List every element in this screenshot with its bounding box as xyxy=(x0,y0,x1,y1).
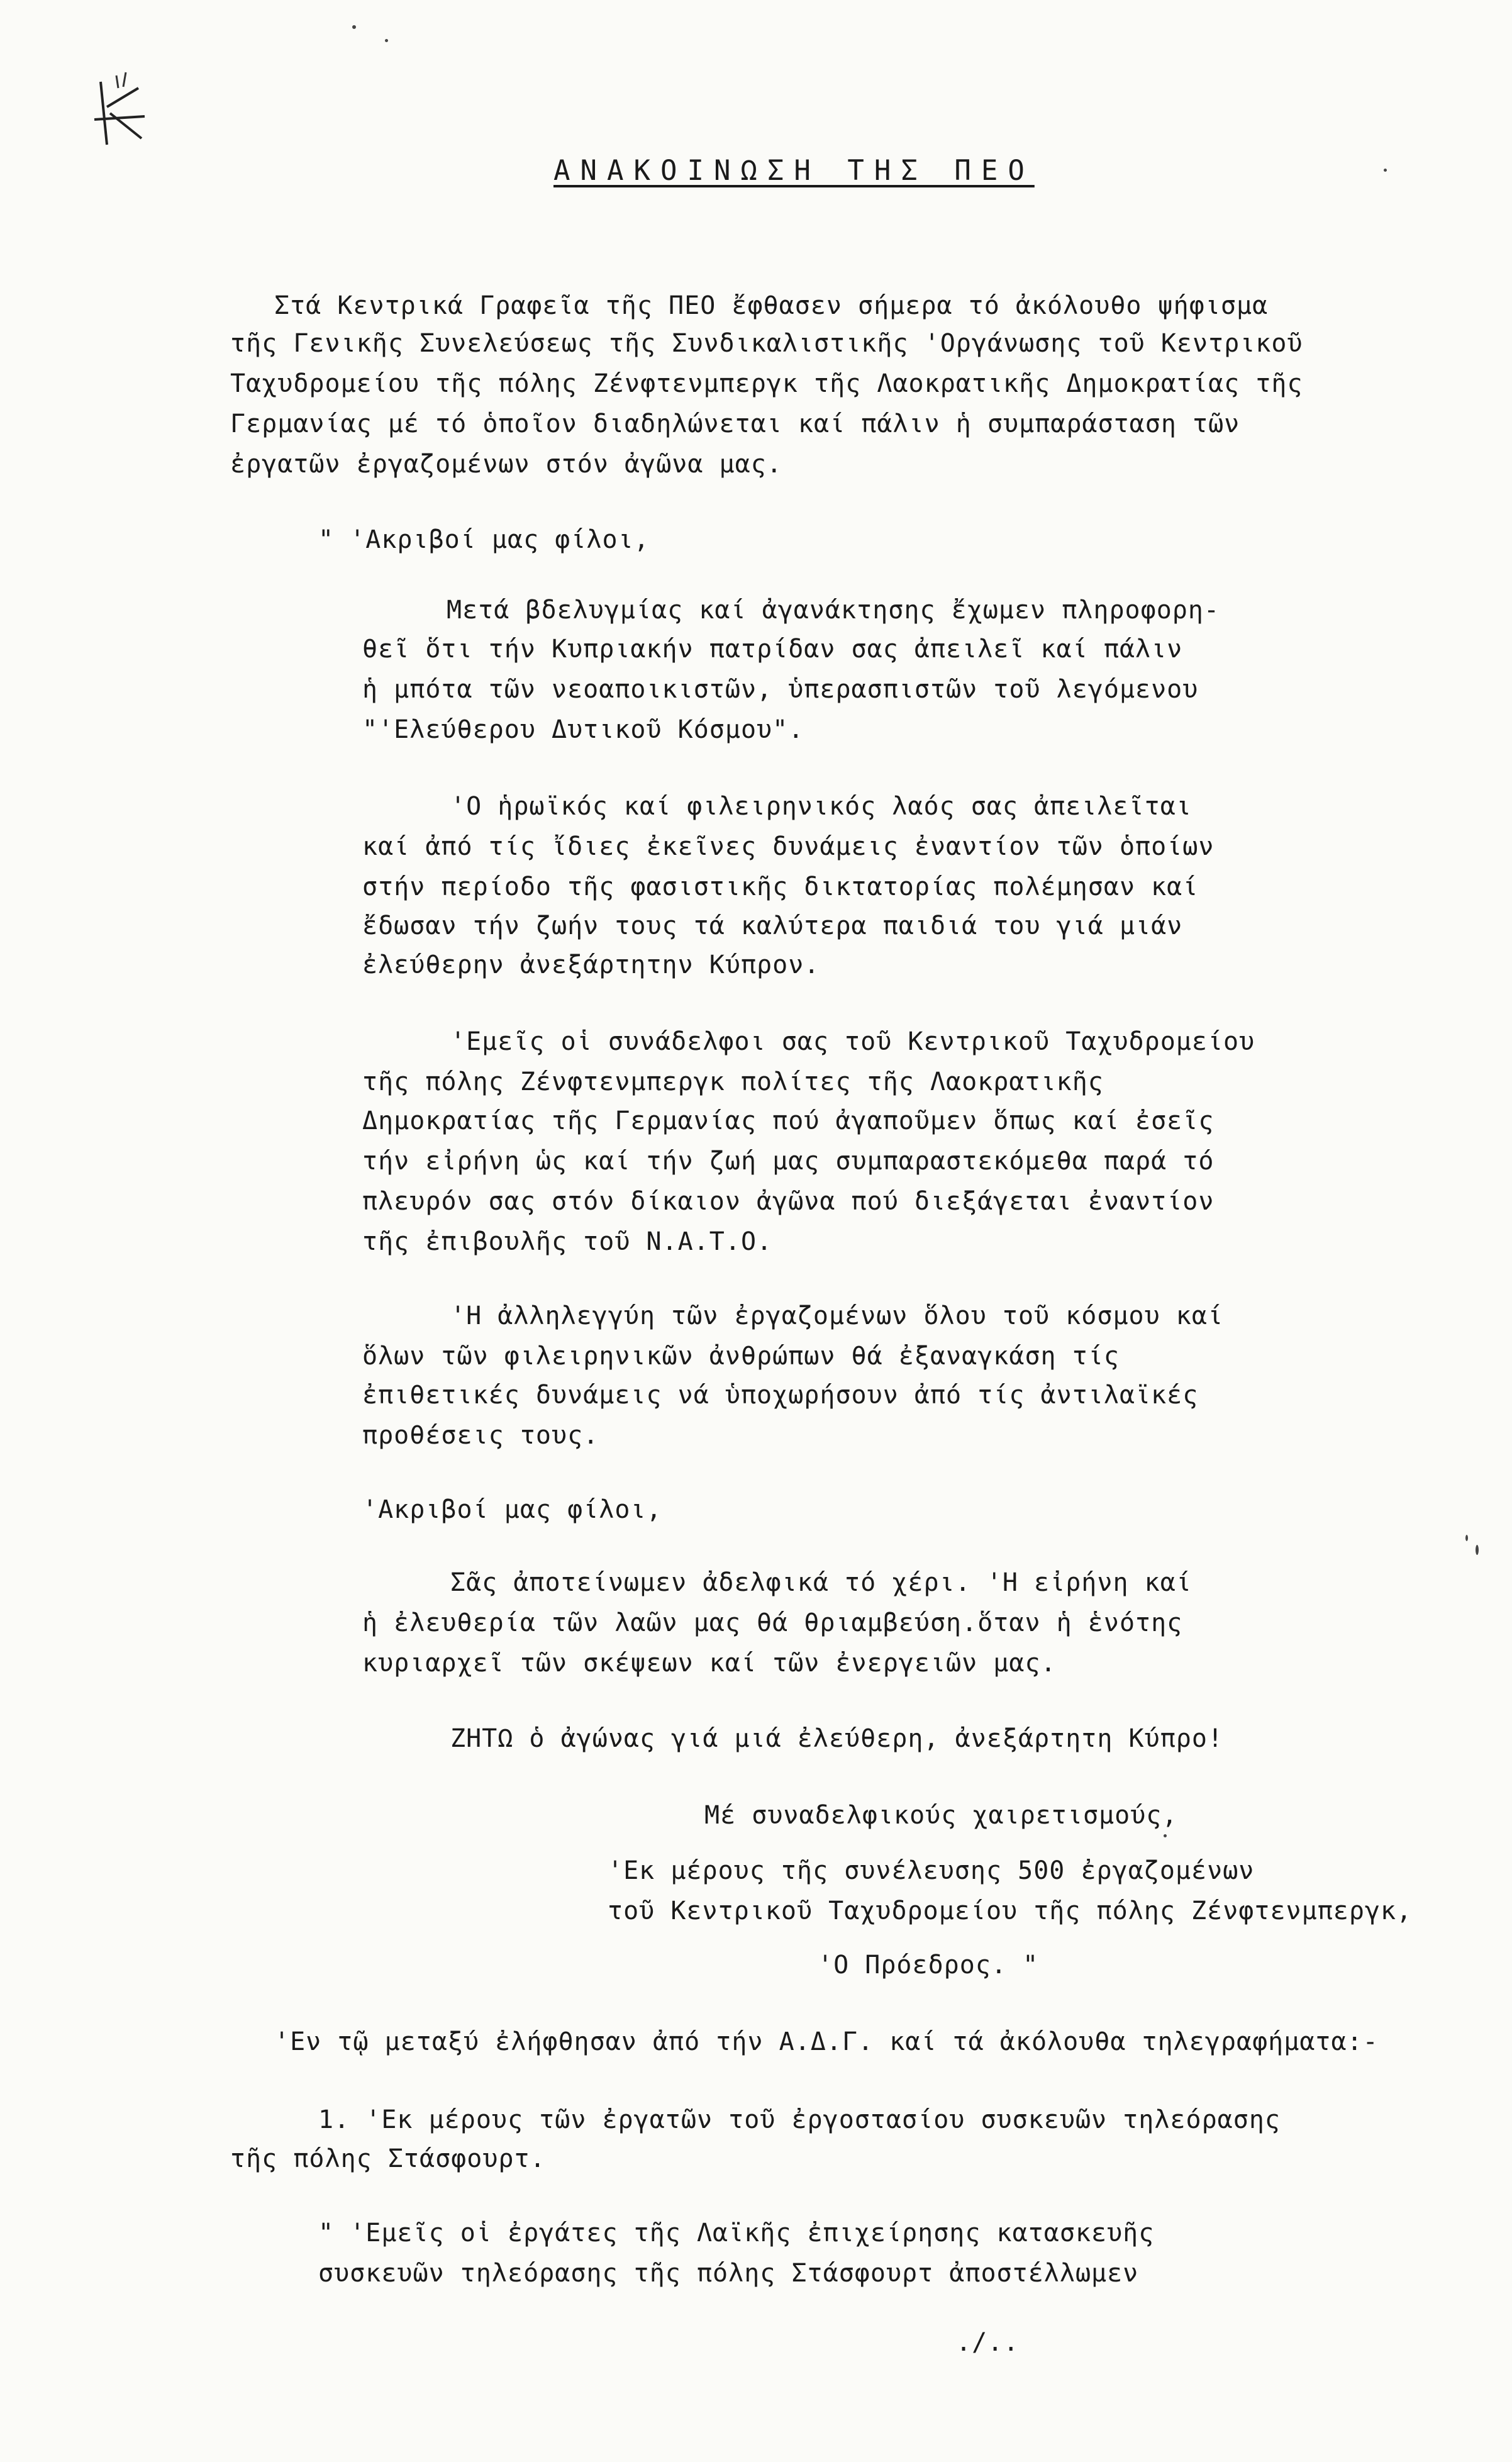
paragraph-line: τῆς πόλης Ζένφτενμπεργκ πολίτες τῆς Λαοκρατικῆς xyxy=(362,1067,1104,1096)
paragraph-line: ἐλεύθερην ἀνεξάρτητην Κύπρον. xyxy=(362,950,820,979)
paragraph-line: 'Ο ἡρωϊκός καί φιλειρηνικός λαός σας ἀπειλεῖται xyxy=(450,792,1192,821)
signature-line: 'Εκ μέρους τῆς συνέλευσης 500 ἐργαζομένων xyxy=(608,1856,1255,1885)
speck xyxy=(1384,169,1387,172)
paragraph-line: ὅλων τῶν φιλειρηνικῶν ἀνθρώπων θά ἐξαναγκάση τίς xyxy=(362,1342,1120,1371)
speck xyxy=(352,25,356,29)
paragraph-line: ἔδωσαν τήν ζωήν τους τά καλύτερα παιδιά του γιά μιάν xyxy=(362,911,1183,940)
speck xyxy=(1164,1834,1167,1837)
telegrams-intro: 'Εν τῷ μεταξύ ἐλήφθησαν ἀπό τήν Α.Δ.Γ. καί τά ἀκόλουθα τηλεγραφήματα:- xyxy=(274,2027,1379,2056)
continuation-mark: ./.. xyxy=(956,2328,1020,2357)
paragraph-line: προθέσεις τους. xyxy=(362,1421,599,1450)
paragraph-line: Μετά βδελυγμίας καί ἀγανάκτησης ἔχωμεν πληροφορη- xyxy=(447,596,1220,625)
paragraph-line: 'Εμεῖς οἱ συνάδελφοι σας τοῦ Κεντρικοῦ Ταχυδρομείου xyxy=(450,1027,1255,1056)
paragraph-line: Δημοκρατίας τῆς Γερμανίας πού ἀγαποῦμεν ὅπως καί ἐσεῖς xyxy=(362,1106,1215,1135)
paragraph-line: "'Ελεύθερου Δυτικοῦ Κόσμου". xyxy=(362,715,804,744)
intro-line: Στά Κεντρικά Γραφεῖα τῆς ΠΕΟ ἔφθασεν σήμερα τό ἀκόλουθο ψήφισμα xyxy=(274,291,1269,320)
list-item: 1. 'Εκ μέρους τῶν ἐργατῶν τοῦ ἐργοστασίου συσκευῶν τηλεόρασης xyxy=(318,2105,1281,2134)
handwritten-mark-icon xyxy=(82,69,151,157)
signature-line: τοῦ Κεντρικοῦ Ταχυδρομείου τῆς πόλης Ζένφτενμπεργκ, xyxy=(608,1897,1413,1925)
paragraph-line: πλευρόν σας στόν δίκαιον ἀγῶνα πού διεξάγεται ἐναντίον xyxy=(362,1187,1215,1216)
page-title: ΑΝΑΚΟΙΝΩΣΗ ΤΗΣ ΠΕΟ xyxy=(553,155,1035,187)
salutation: " 'Ακριβοί μας φίλοι, xyxy=(318,525,650,554)
salutation: 'Ακριβοί μας φίλοι, xyxy=(362,1495,662,1524)
speck xyxy=(1476,1545,1479,1555)
intro-line: Ταχυδρομείου τῆς πόλης Ζένφτενμπεργκ τῆς Λαοκρατικῆς Δημοκρατίας τῆς xyxy=(230,369,1303,398)
paragraph-line: 'Η ἀλληλεγγύη τῶν ἐργαζομένων ὅλου τοῦ κόσμου καί xyxy=(450,1301,1224,1330)
paragraph-line: τήν εἰρήνη ὡς καί τήν ζωή μας συμπαραστεκόμεθα παρά τό xyxy=(362,1147,1215,1176)
paragraph-line: καί ἀπό τίς ἴδιες ἐκεῖνες δυνάμεις ἐναντίον τῶν ὁποίων xyxy=(362,832,1215,861)
telegram-text: συσκευῶν τηλεόρασης τῆς πόλης Στάσφουρτ ἀποστέλλωμεν xyxy=(318,2259,1139,2288)
paragraph-line: τῆς ἐπιβουλῆς τοῦ Ν.Α.Τ.Ο. xyxy=(362,1227,773,1256)
paragraph-line: κυριαρχεῖ τῶν σκέψεων καί τῶν ἐνεργειῶν μας. xyxy=(362,1649,1057,1678)
paragraph-line: στήν περίοδο τῆς φασιστικῆς δικτατορίας πολέμησαν καί xyxy=(362,872,1199,901)
slogan-line: ΖΗΤΩ ὁ ἀγώνας γιά μιά ἐλεύθερη, ἀνεξάρτητη Κύπρο! xyxy=(450,1724,1224,1753)
speck xyxy=(1465,1535,1468,1541)
paragraph-line: ἐπιθετικές δυνάμεις νά ὑποχωρήσουν ἀπό τίς ἀντιλαϊκές xyxy=(362,1381,1199,1410)
paragraph-line: θεῖ ὅτι τήν Κυπριακήν πατρίδαν σας ἀπειλεῖ καί πάλιν xyxy=(362,635,1183,664)
telegram-text: " 'Εμεῖς οἱ ἐργάτες τῆς Λαϊκῆς ἐπιχείρησης κατασκευῆς xyxy=(318,2219,1155,2248)
list-item: τῆς πόλης Στάσφουρτ. xyxy=(230,2144,546,2173)
speck xyxy=(385,39,388,42)
intro-line: Γερμανίας μέ τό ὁποῖον διαδηλώνεται καί πάλιν ἡ συμπαράσταση τῶν xyxy=(230,409,1240,438)
intro-line: ἐργατῶν ἐργαζομένων στόν ἀγῶνα μας. xyxy=(230,450,782,479)
intro-line: τῆς Γενικῆς Συνελεύσεως τῆς Συνδικαλιστικῆς 'Οργάνωσης τοῦ Κεντρικοῦ xyxy=(230,329,1303,358)
president-line: 'Ο Πρόεδρος. " xyxy=(818,1951,1039,1980)
closing-line: Μέ συναδελφικούς χαιρετισμούς, xyxy=(704,1801,1178,1830)
paragraph-line: ἡ μπότα τῶν νεοαποικιστῶν, ὑπερασπιστῶν τοῦ λεγόμενου xyxy=(362,675,1199,704)
paragraph-line: Σᾶς ἀποτείνωμεν ἀδελφικά τό χέρι. 'Η εἰρήνη καί xyxy=(450,1568,1192,1597)
paragraph-line: ἡ ἐλευθερία τῶν λαῶν μας θά θριαμβεύση.ὅταν ἡ ἑνότης xyxy=(362,1608,1183,1637)
